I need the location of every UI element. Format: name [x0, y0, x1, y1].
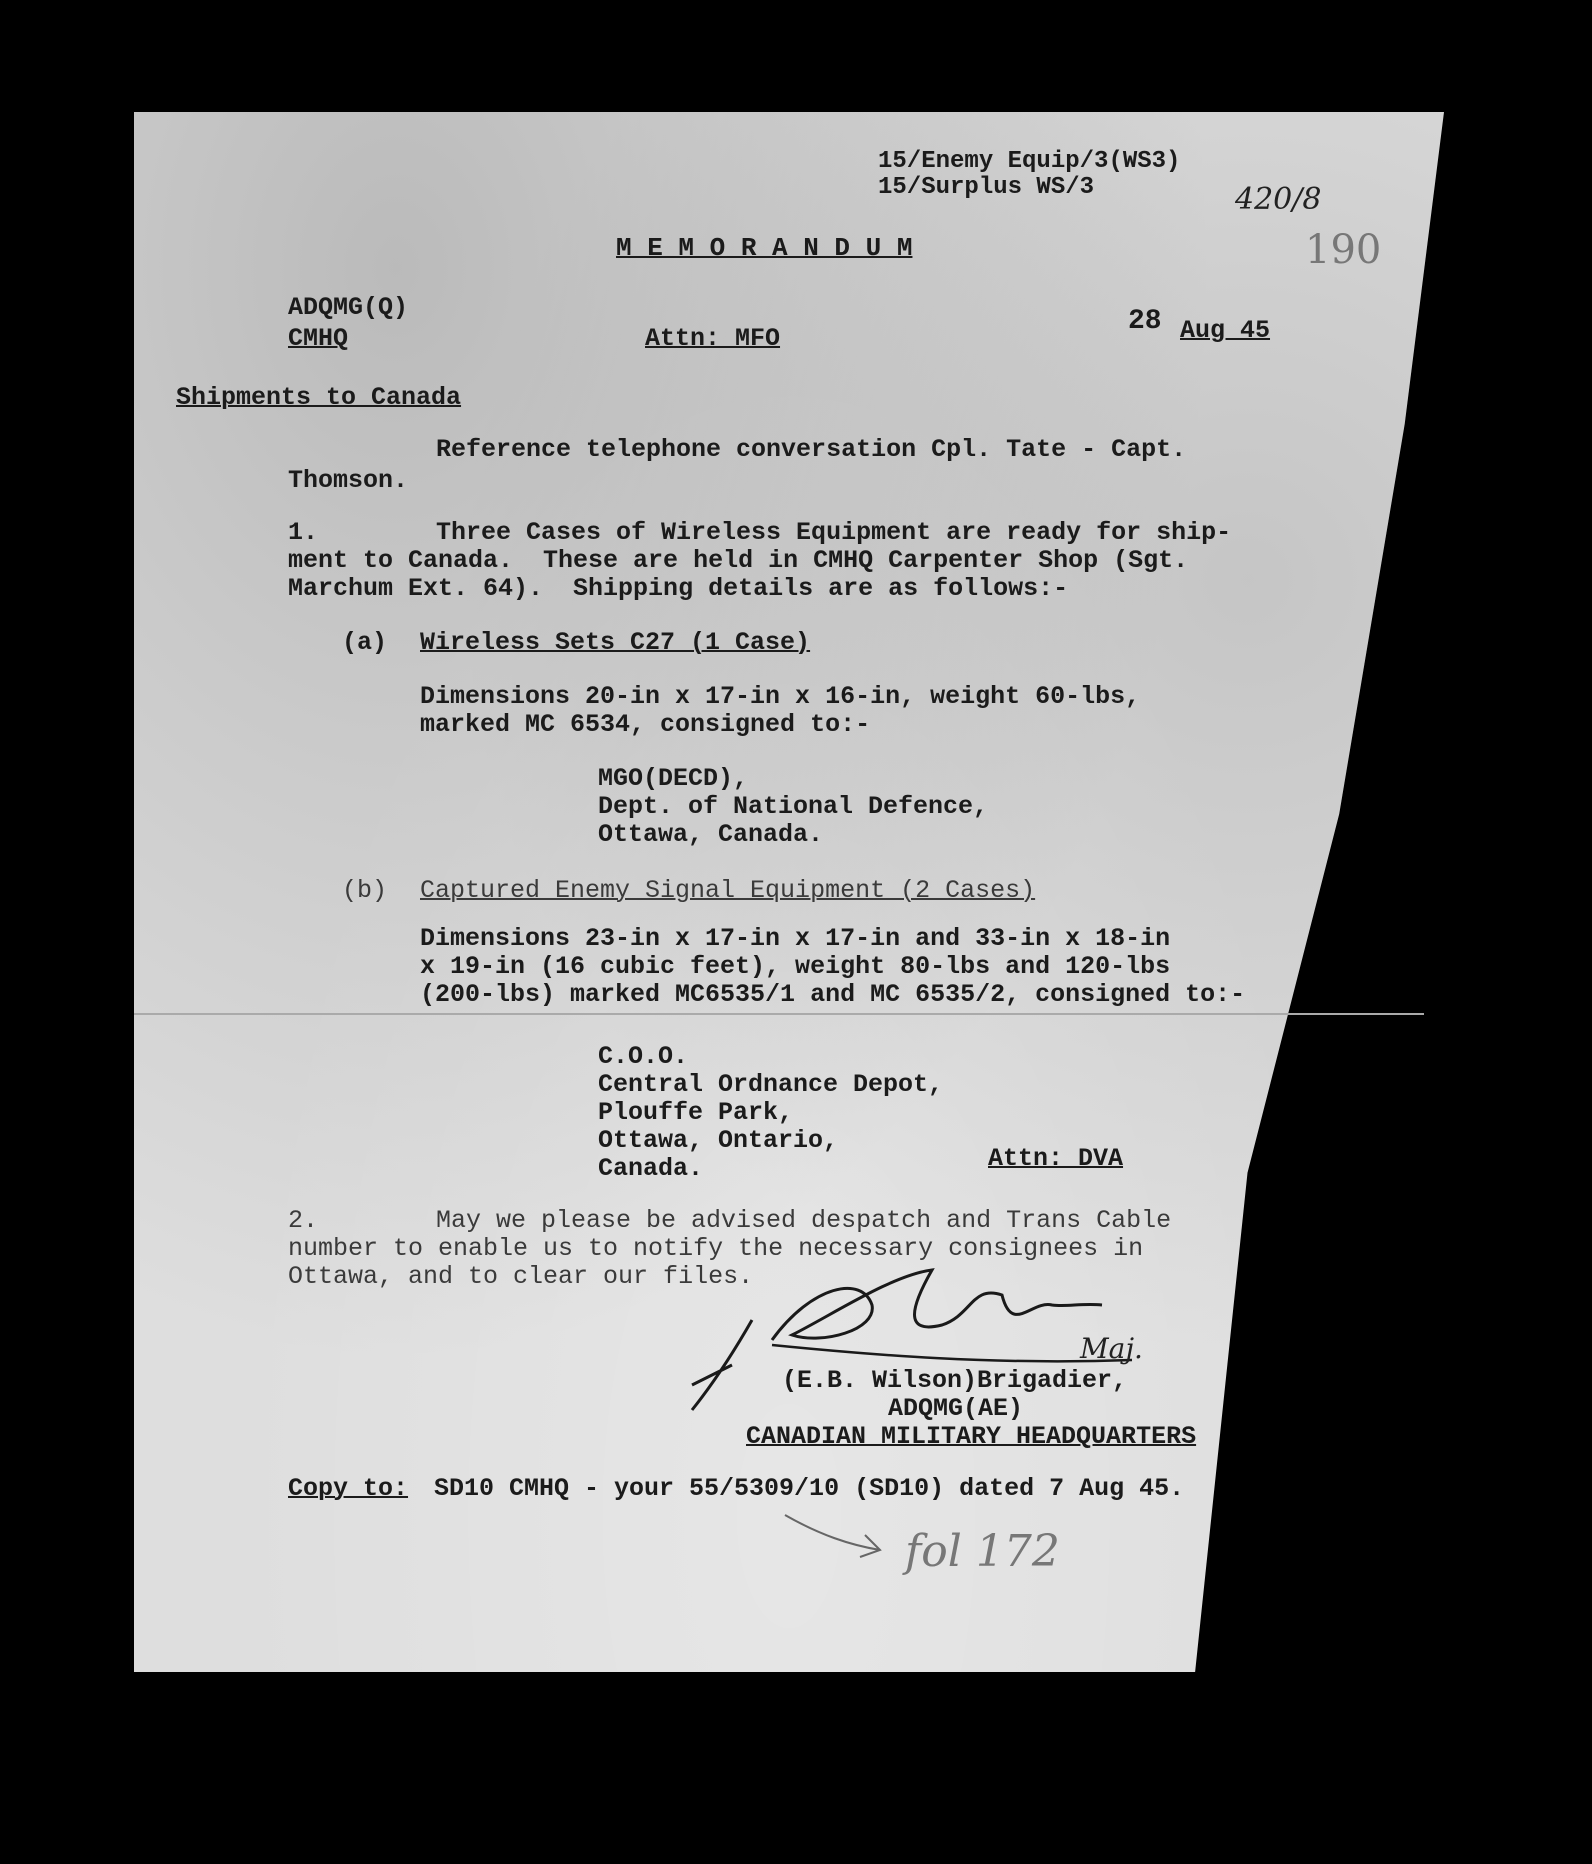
attn-line: Attn: MFO [645, 324, 781, 353]
copy-label: Copy to: [288, 1474, 409, 1503]
item-a-address-3: Ottawa, Canada. [598, 820, 824, 849]
date-rest: Aug 45 [1180, 316, 1271, 345]
item-b-detail-1: Dimensions 23-in x 17-in x 17-in and 33-in x 18-in [420, 924, 1171, 953]
para1-line-2: ment to Canada. These are held in CMHQ Carpenter Shop (Sgt. [288, 546, 1189, 575]
item-b-address-5: Canada. [598, 1154, 704, 1183]
pencil-arrow-icon [780, 1505, 900, 1565]
file-ref-1: 15/Enemy Equip/3(WS3) [878, 148, 1181, 175]
item-b-address-1: C.O.O. [598, 1042, 689, 1071]
signature-org: CANADIAN MILITARY HEADQUARTERS [746, 1422, 1197, 1451]
para2-line-1: May we please be advised despatch and Trans Cable [436, 1206, 1172, 1235]
handwritten-folio: 420/8 [1235, 182, 1322, 217]
item-a-address-2: Dept. of National Defence, [598, 792, 989, 821]
para2-line-2: number to enable us to notify the necessary consignees in [288, 1234, 1144, 1263]
signature-title: ADQMG(AE) [888, 1394, 1024, 1423]
item-b-address-3: Plouffe Park, [598, 1098, 794, 1127]
item-a-detail-2: marked MC 6534, consigned to:- [420, 710, 871, 739]
item-a-label: (a) [342, 628, 388, 657]
to-line-1: ADQMG(Q) [288, 293, 409, 322]
to-line-2: CMHQ [288, 324, 349, 353]
reference-line-1: Reference telephone conversation Cpl. Tate - Capt. [436, 435, 1187, 464]
para2-number: 2. [288, 1206, 319, 1235]
para1-number: 1. [288, 518, 319, 547]
para1-line-1: Three Cases of Wireless Equipment are ready for ship- [436, 518, 1232, 547]
item-b-detail-3: (200-lbs) marked MC6535/1 and MC 6535/2, consigned to:- [420, 980, 1246, 1009]
handwritten-page-number: 190 [1305, 227, 1382, 273]
handwritten-rank: Maj. [1080, 1332, 1143, 1365]
date-day: 28 [1128, 306, 1162, 337]
item-b-detail-2: x 19-in (16 cubic feet), weight 80-lbs and 120-lbs [420, 952, 1171, 981]
copy-text: SD10 CMHQ - your 55/5309/10 (SD10) dated 7 Aug 45. [434, 1474, 1185, 1503]
para2-line-3: Ottawa, and to clear our files. [288, 1262, 754, 1291]
item-b-label: (b) [342, 876, 388, 905]
item-b-address-2: Central Ordnance Depot, [598, 1070, 944, 1099]
signature-name: (E.B. Wilson)Brigadier, [782, 1366, 1128, 1395]
handwritten-fol-note: fol 172 [905, 1526, 1060, 1577]
item-b-heading: Captured Enemy Signal Equipment (2 Cases) [420, 876, 1036, 905]
paper-fold-line [134, 1013, 1424, 1015]
reference-line-2: Thomson. [288, 466, 409, 495]
item-a-heading: Wireless Sets C27 (1 Case) [420, 628, 811, 657]
item-b-attn: Attn: DVA [988, 1144, 1124, 1173]
item-a-detail-1: Dimensions 20-in x 17-in x 16-in, weight 60-lbs, [420, 682, 1141, 711]
subject-heading: Shipments to Canada [176, 383, 462, 412]
item-b-address-4: Ottawa, Ontario, [598, 1126, 839, 1155]
para1-line-3: Marchum Ext. 64). Shipping details are as follows:- [288, 574, 1069, 603]
memo-title: M E M O R A N D U M [616, 233, 913, 263]
file-ref-2: 15/Surplus WS/3 [878, 174, 1095, 201]
item-a-address-1: MGO(DECD), [598, 764, 749, 793]
